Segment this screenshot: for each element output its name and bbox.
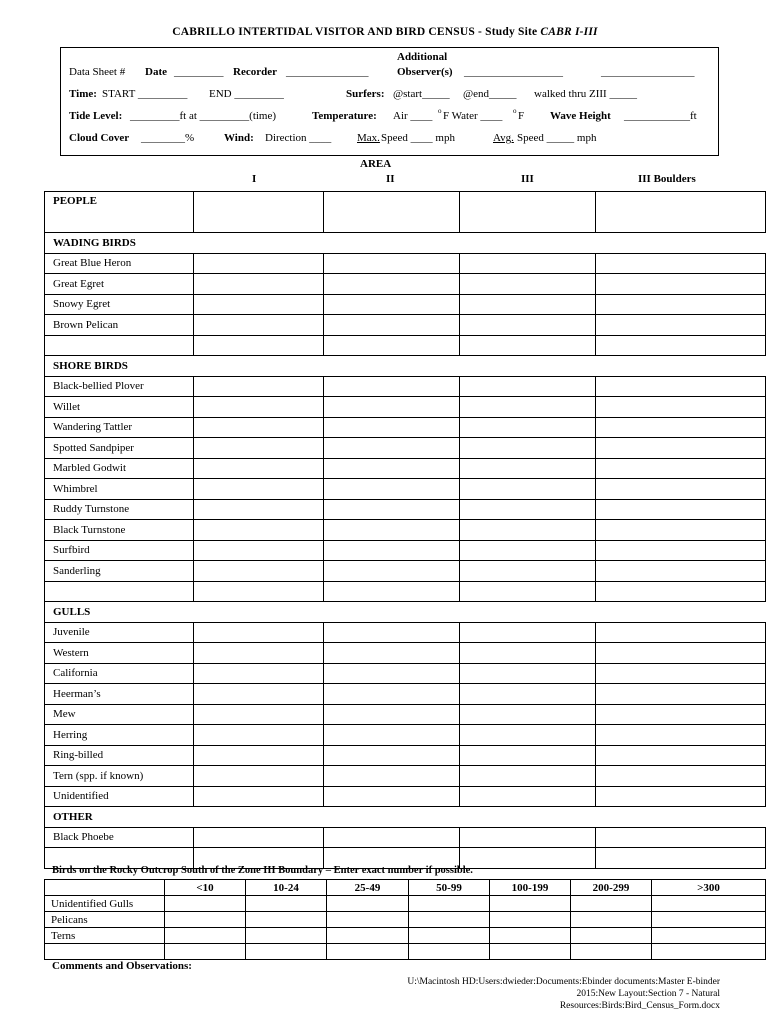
species-label: Ring-billed	[45, 745, 194, 766]
species-label: Unidentified	[45, 786, 194, 807]
count-cell[interactable]	[246, 896, 327, 912]
count-cell[interactable]	[571, 912, 652, 928]
count-cell[interactable]	[460, 745, 596, 766]
table-row	[45, 479, 766, 500]
species-label: Heerman’s	[45, 684, 194, 705]
count-cell[interactable]	[324, 438, 460, 459]
count-cell[interactable]	[490, 912, 571, 928]
table-row-blank	[45, 944, 766, 960]
count-cell[interactable]	[460, 581, 596, 602]
count-cell[interactable]	[409, 896, 490, 912]
table-row	[45, 520, 766, 541]
table-row	[45, 397, 766, 418]
section-title: WADING BIRDS	[45, 233, 766, 254]
species-label: Black Turnstone	[45, 520, 194, 541]
section-title: GULLS	[45, 602, 766, 623]
table-row	[45, 725, 766, 746]
count-cell[interactable]	[596, 294, 766, 315]
count-cell[interactable]	[460, 253, 596, 274]
species-label: Great Egret	[45, 274, 194, 295]
count-cell[interactable]	[194, 253, 324, 274]
count-cell[interactable]	[596, 622, 766, 643]
count-cell[interactable]	[596, 253, 766, 274]
table-row	[45, 745, 766, 766]
count-cell[interactable]	[460, 315, 596, 336]
section-title: OTHER	[45, 807, 766, 828]
count-cell[interactable]	[324, 581, 460, 602]
count-cell[interactable]	[596, 499, 766, 520]
species-label: Snowy Egret	[45, 294, 194, 315]
count-cell[interactable]	[324, 704, 460, 725]
count-cell[interactable]	[194, 294, 324, 315]
time-label: Time:	[69, 88, 97, 100]
section-header-wading	[45, 233, 766, 254]
count-cell[interactable]	[194, 663, 324, 684]
count-cell[interactable]	[460, 643, 596, 664]
table-row	[45, 417, 766, 438]
count-cell[interactable]	[324, 622, 460, 643]
count-cell[interactable]	[596, 704, 766, 725]
count-cell[interactable]	[460, 479, 596, 500]
rocky-header-cell: 10-24	[246, 880, 327, 896]
air-temp-field[interactable]: Air ____	[393, 110, 433, 122]
species-label: Great Blue Heron	[45, 253, 194, 274]
observers-field[interactable]: __________________	[464, 66, 563, 78]
tide-level-field[interactable]: _________ft at _________(time)	[130, 110, 277, 122]
max-label: Max.	[357, 132, 380, 144]
rocky-outcrop-table	[44, 879, 766, 960]
count-cell[interactable]	[460, 786, 596, 807]
count-cell[interactable]	[460, 274, 596, 295]
rocky-header-cell: 200-299	[571, 880, 652, 896]
start-time-field[interactable]: START _________	[102, 88, 188, 100]
tide-level-label: Tide Level:	[69, 110, 123, 122]
count-cell[interactable]	[460, 397, 596, 418]
count-cell[interactable]	[460, 663, 596, 684]
count-cell[interactable]	[194, 704, 324, 725]
count-cell[interactable]	[596, 786, 766, 807]
count-cell[interactable]	[596, 315, 766, 336]
species-label: Whimbrel	[45, 479, 194, 500]
people-label: PEOPLE	[45, 192, 194, 233]
count-cell[interactable]	[246, 912, 327, 928]
rocky-outcrop-title: Birds on the Rocky Outcrop South of the Zone III Boundary – Enter exact number if possible.	[52, 865, 473, 876]
count-cell[interactable]	[596, 725, 766, 746]
count-cell[interactable]	[460, 520, 596, 541]
count-cell[interactable]	[194, 192, 324, 233]
section-header-shore	[45, 356, 766, 377]
count-cell[interactable]	[460, 294, 596, 315]
count-cell[interactable]	[324, 192, 460, 233]
species-label: Marbled Godwit	[45, 458, 194, 479]
count-cell[interactable]	[652, 896, 766, 912]
count-cell[interactable]	[596, 581, 766, 602]
count-cell[interactable]	[596, 848, 766, 869]
species-label: Spotted Sandpiper	[45, 438, 194, 459]
header-box	[60, 47, 719, 156]
count-cell[interactable]	[460, 622, 596, 643]
date-label: Date	[145, 66, 167, 78]
table-row	[45, 704, 766, 725]
count-cell[interactable]	[596, 520, 766, 541]
count-cell[interactable]	[194, 684, 324, 705]
count-cell[interactable]	[194, 745, 324, 766]
count-cell[interactable]	[571, 896, 652, 912]
avg-speed-field[interactable]: Speed _____ mph	[517, 132, 597, 144]
count-cell[interactable]	[327, 896, 409, 912]
species-label: California	[45, 663, 194, 684]
count-cell[interactable]	[596, 192, 766, 233]
count-cell[interactable]	[460, 458, 596, 479]
count-cell[interactable]	[596, 335, 766, 356]
species-label: Surfbird	[45, 540, 194, 561]
area-column-i: I	[252, 173, 257, 185]
rocky-header-row	[45, 880, 766, 896]
count-cell[interactable]	[194, 397, 324, 418]
count-cell[interactable]	[324, 397, 460, 418]
rocky-header-blank	[45, 880, 165, 896]
count-cell[interactable]	[490, 944, 571, 960]
species-label: Black-bellied Plover	[45, 376, 194, 397]
count-cell[interactable]	[194, 581, 324, 602]
water-temp-field[interactable]: F Water ____	[443, 110, 503, 122]
table-row	[45, 896, 766, 912]
count-cell[interactable]	[324, 520, 460, 541]
observers-label: Observer(s)	[397, 66, 453, 78]
count-cell[interactable]	[165, 944, 246, 960]
comments-label: Comments and Observations:	[52, 960, 192, 972]
count-cell[interactable]	[194, 766, 324, 787]
count-cell[interactable]	[596, 458, 766, 479]
table-row	[45, 274, 766, 295]
table-row	[45, 458, 766, 479]
count-cell[interactable]	[490, 896, 571, 912]
count-cell[interactable]	[652, 928, 766, 944]
people-row	[45, 192, 766, 233]
count-cell[interactable]	[460, 704, 596, 725]
count-cell[interactable]	[194, 438, 324, 459]
count-cell[interactable]	[327, 944, 409, 960]
count-cell[interactable]	[194, 499, 324, 520]
count-cell[interactable]	[194, 376, 324, 397]
count-cell[interactable]	[460, 766, 596, 787]
footer-line-2: Resources:Birds:Bird_Census_Form.docx	[559, 1001, 720, 1011]
table-row	[45, 376, 766, 397]
count-cell[interactable]	[324, 499, 460, 520]
count-cell[interactable]	[194, 315, 324, 336]
count-cell[interactable]	[194, 417, 324, 438]
count-cell[interactable]	[324, 684, 460, 705]
count-cell[interactable]	[194, 643, 324, 664]
species-label: Willet	[45, 397, 194, 418]
rocky-header-cell: 50-99	[409, 880, 490, 896]
rocky-row-label: Unidentified Gulls	[45, 896, 165, 912]
count-cell[interactable]	[324, 725, 460, 746]
count-cell[interactable]	[409, 928, 490, 944]
count-cell[interactable]	[324, 766, 460, 787]
count-cell[interactable]	[324, 294, 460, 315]
count-cell[interactable]	[596, 684, 766, 705]
count-cell[interactable]	[596, 540, 766, 561]
count-cell[interactable]	[460, 438, 596, 459]
count-cell[interactable]	[194, 827, 324, 848]
cloud-cover-field[interactable]: ________%	[141, 132, 195, 144]
count-cell[interactable]	[596, 376, 766, 397]
area-column-ii: II	[386, 173, 395, 185]
count-cell[interactable]	[194, 335, 324, 356]
wave-height-label: Wave Height	[550, 110, 611, 122]
count-cell[interactable]	[596, 561, 766, 582]
count-cell[interactable]	[194, 274, 324, 295]
table-row	[45, 684, 766, 705]
rocky-row-label[interactable]	[45, 944, 165, 960]
count-cell[interactable]	[460, 848, 596, 869]
count-cell[interactable]	[324, 643, 460, 664]
avg-label: Avg.	[493, 132, 514, 144]
wind-direction-field[interactable]: Direction ____	[265, 132, 332, 144]
recorder-field[interactable]: _______________	[286, 66, 369, 78]
count-cell[interactable]	[571, 944, 652, 960]
count-cell[interactable]	[324, 827, 460, 848]
count-cell[interactable]	[409, 912, 490, 928]
count-cell[interactable]	[194, 479, 324, 500]
species-label: Brown Pelican	[45, 315, 194, 336]
count-cell[interactable]	[460, 540, 596, 561]
rocky-row-label: Terns	[45, 928, 165, 944]
count-cell[interactable]	[246, 944, 327, 960]
count-cell[interactable]	[324, 561, 460, 582]
count-cell[interactable]	[324, 540, 460, 561]
surfers-label: Surfers:	[346, 88, 385, 100]
additional-label: Additional	[397, 51, 448, 63]
count-cell[interactable]	[652, 912, 766, 928]
species-blank-cell[interactable]	[45, 335, 194, 356]
data-sheet-label: Data Sheet #	[69, 66, 126, 78]
count-cell[interactable]	[324, 253, 460, 274]
count-cell[interactable]	[596, 397, 766, 418]
species-label: Western	[45, 643, 194, 664]
species-label: Juvenile	[45, 622, 194, 643]
species-label: Sanderling	[45, 561, 194, 582]
table-row	[45, 912, 766, 928]
count-cell[interactable]	[327, 928, 409, 944]
count-cell[interactable]	[596, 663, 766, 684]
table-row-blank	[45, 581, 766, 602]
count-cell[interactable]	[596, 745, 766, 766]
rocky-header-cell: 100-199	[490, 880, 571, 896]
surfers-end-field[interactable]: @end_____	[463, 88, 517, 100]
count-cell[interactable]	[324, 479, 460, 500]
count-cell[interactable]	[596, 417, 766, 438]
rocky-row-label: Pelicans	[45, 912, 165, 928]
wave-height-field[interactable]: ____________ft	[624, 110, 697, 122]
cloud-cover-label: Cloud Cover	[69, 132, 130, 144]
species-label: Mew	[45, 704, 194, 725]
count-cell[interactable]	[324, 417, 460, 438]
rocky-header-cell: <10	[165, 880, 246, 896]
count-cell[interactable]	[460, 827, 596, 848]
footer-line-1: U:\Macintosh HD:Users:dwieder:Documents:Ebinder documents:Master E-binder 2015:New Layout:Section 7 - Natural	[407, 977, 720, 999]
species-label: Ruddy Turnstone	[45, 499, 194, 520]
observers-field-2[interactable]: _________________	[601, 66, 695, 78]
count-cell[interactable]	[460, 499, 596, 520]
count-cell[interactable]	[165, 896, 246, 912]
table-row	[45, 561, 766, 582]
species-blank-cell[interactable]	[45, 581, 194, 602]
count-cell[interactable]	[596, 766, 766, 787]
count-cell[interactable]	[194, 540, 324, 561]
count-cell[interactable]	[409, 944, 490, 960]
count-cell[interactable]	[324, 745, 460, 766]
date-field[interactable]: _________	[174, 66, 224, 78]
rocky-header-cell: 25-49	[327, 880, 409, 896]
table-row	[45, 643, 766, 664]
form-title: CABRILLO INTERTIDAL VISITOR AND BIRD CENSUS - Study Site CABR I-III	[172, 26, 598, 38]
table-row	[45, 438, 766, 459]
file-path-footer	[380, 976, 720, 1012]
section-header-gulls	[45, 602, 766, 623]
area-column-iii: III	[521, 173, 534, 185]
table-row	[45, 766, 766, 787]
max-speed-field[interactable]: Speed ____ mph	[381, 132, 455, 144]
count-cell[interactable]	[460, 192, 596, 233]
count-cell[interactable]	[324, 315, 460, 336]
count-cell[interactable]	[460, 684, 596, 705]
area-label: AREA	[360, 158, 392, 170]
count-cell[interactable]	[652, 944, 766, 960]
table-row	[45, 622, 766, 643]
table-row	[45, 786, 766, 807]
count-cell[interactable]	[246, 928, 327, 944]
count-cell[interactable]	[194, 622, 324, 643]
count-cell[interactable]	[324, 458, 460, 479]
count-cell[interactable]	[194, 725, 324, 746]
table-row	[45, 928, 766, 944]
surfers-start-field[interactable]: @start_____	[393, 88, 450, 100]
table-row	[45, 315, 766, 336]
fahrenheit-label: F	[518, 110, 525, 122]
end-time-field[interactable]: END _________	[209, 88, 284, 100]
count-cell[interactable]	[324, 786, 460, 807]
temperature-label: Temperature:	[312, 110, 377, 122]
count-cell[interactable]	[324, 376, 460, 397]
table-row	[45, 827, 766, 848]
count-cell[interactable]	[460, 417, 596, 438]
count-cell[interactable]	[460, 725, 596, 746]
species-label: Wandering Tattler	[45, 417, 194, 438]
count-cell[interactable]	[596, 274, 766, 295]
recorder-label: Recorder	[233, 66, 277, 78]
table-row	[45, 253, 766, 274]
count-cell[interactable]	[324, 274, 460, 295]
count-cell[interactable]	[596, 479, 766, 500]
count-cell[interactable]	[194, 561, 324, 582]
count-cell[interactable]	[194, 786, 324, 807]
bird-census-table	[44, 191, 766, 869]
count-cell[interactable]	[165, 912, 246, 928]
count-cell[interactable]	[327, 912, 409, 928]
count-cell[interactable]	[324, 335, 460, 356]
table-row	[45, 294, 766, 315]
area-column-iii-boulders: III Boulders	[638, 173, 696, 185]
count-cell[interactable]	[490, 928, 571, 944]
walked-thru-field[interactable]: walked thru ZIII _____	[534, 88, 637, 100]
count-cell[interactable]	[596, 827, 766, 848]
table-row-blank	[45, 335, 766, 356]
species-label: Tern (spp. if known)	[45, 766, 194, 787]
rocky-header-cell: >300	[652, 880, 766, 896]
count-cell[interactable]	[596, 643, 766, 664]
section-title: SHORE BIRDS	[45, 356, 766, 377]
count-cell[interactable]	[194, 520, 324, 541]
species-label: Herring	[45, 725, 194, 746]
count-cell[interactable]	[596, 438, 766, 459]
degree-symbol: o	[438, 107, 442, 115]
study-site-name: CABR I-III	[540, 26, 598, 38]
count-cell[interactable]	[165, 928, 246, 944]
count-cell[interactable]	[324, 663, 460, 684]
count-cell[interactable]	[194, 458, 324, 479]
table-row	[45, 499, 766, 520]
count-cell[interactable]	[460, 376, 596, 397]
count-cell[interactable]	[571, 928, 652, 944]
count-cell[interactable]	[460, 561, 596, 582]
count-cell[interactable]	[460, 335, 596, 356]
table-row	[45, 663, 766, 684]
table-row	[45, 540, 766, 561]
species-label: Black Phoebe	[45, 827, 194, 848]
degree-symbol-2: o	[513, 107, 517, 115]
wind-label: Wind:	[224, 132, 254, 144]
section-header-other	[45, 807, 766, 828]
